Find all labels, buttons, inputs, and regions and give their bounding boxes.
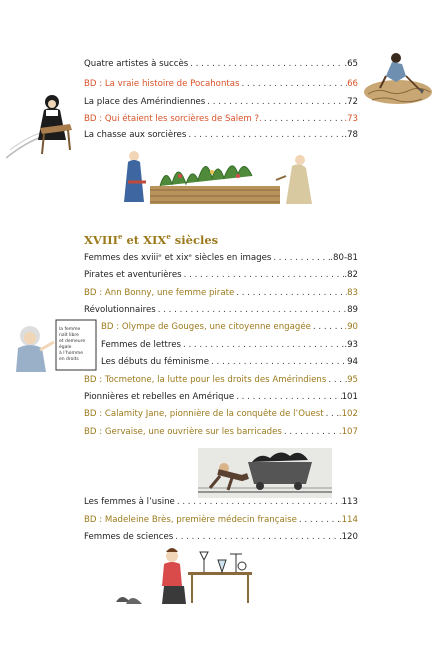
toc-entry-page: 83 [347, 288, 358, 298]
toc-entry-title: Les débuts du féminisme [101, 357, 210, 367]
toc-leader [240, 77, 348, 91]
toc-entry-page: 66 [347, 79, 358, 89]
toc-entry-title: BD : La vraie histoire de Pocahontas [84, 79, 240, 89]
toc-leader [326, 373, 347, 387]
woman-writing-manifesto-illustration [16, 318, 98, 374]
toc-entry-page: .78 [344, 130, 358, 140]
toc-leader [156, 303, 347, 317]
toc-entry[interactable] [84, 286, 358, 300]
toc-entry-title: BD : Tocmetone, la lutte pour les droits des Amérindiens [84, 375, 327, 385]
toc-entry-title: BD : Gervaise, une ouvrière sur les barricades [84, 427, 282, 437]
toc-entry-page: 95 [347, 375, 358, 385]
woman-digging-illustration [362, 50, 434, 106]
toc-entry-title: BD : Calamity Jane, pionnière de la conquête de l’Ouest [84, 409, 324, 419]
toc-entry[interactable] [84, 407, 358, 421]
toc-entry[interactable] [84, 303, 358, 317]
toc-leader [205, 95, 344, 109]
toc-leader [282, 425, 339, 439]
toc-entry-page: 113 [341, 497, 358, 507]
women-in-garden-illustration [120, 146, 318, 210]
toc-entry[interactable] [101, 355, 358, 369]
toc-leader [175, 495, 342, 509]
toc-entry-title: BD : Ann Bonny, une femme pirate [84, 288, 235, 298]
toc-entry-page: .107 [338, 427, 358, 437]
toc-entry-page: 94 [347, 357, 358, 367]
toc-leader [271, 251, 330, 265]
toc-entry-page: .82 [344, 270, 358, 280]
toc-entry[interactable] [84, 95, 358, 109]
toc-entry-page: 120 [341, 532, 358, 542]
toc-leader [173, 530, 341, 544]
toc-entry-title: Révolutionnaires [84, 305, 156, 315]
toc-entry[interactable] [84, 128, 358, 142]
toc-leader [181, 338, 344, 352]
toc-entry[interactable] [84, 57, 358, 71]
toc-entry[interactable] [84, 530, 358, 544]
toc-entry[interactable] [84, 495, 358, 509]
toc-entry-title: La chasse aux sorcières [84, 130, 187, 140]
toc-leader [311, 320, 344, 334]
toc-leader [324, 407, 339, 421]
toc-entry[interactable] [101, 338, 358, 352]
toc-entry-page: .114 [338, 515, 358, 525]
toc-entry-title: BD : Qui étaient les sorcières de Salem ?. [84, 114, 262, 124]
section-title: XVIIIe et XIXe siècles [84, 232, 219, 247]
toc-entry[interactable] [84, 251, 358, 265]
toc-entry[interactable] [84, 390, 358, 404]
toc-entry-title: Les femmes à l’usine [84, 497, 175, 507]
toc-leader [262, 112, 345, 126]
toc-leader [209, 355, 347, 369]
toc-entry-page: .80-81 [330, 253, 358, 263]
toc-entry-page: .90 [344, 322, 358, 332]
toc-leader [297, 513, 339, 527]
toc-entry[interactable] [84, 77, 358, 91]
toc-entry[interactable] [84, 373, 358, 387]
woman-at-lectern-illustration [6, 92, 82, 162]
toc-entry[interactable] [101, 320, 358, 334]
toc-entry-page: .73 [344, 114, 358, 124]
toc-entry-page: .65 [344, 59, 358, 69]
toc-leader [234, 390, 341, 404]
toc-entry-page: 89 [347, 305, 358, 315]
manifesto-text: la femme naît libre et demeure égale à l’homme en droits [59, 327, 86, 362]
toc-entry-title: Femmes des xviiiᵉ et xixᵉ siècles en images [84, 253, 272, 263]
toc-entry-page: .72 [344, 97, 358, 107]
toc-entry-title: BD : Olympe de Gouges, une citoyenne engagée [101, 322, 311, 332]
toc-entry-title: Femmes de lettres [101, 340, 181, 350]
toc-entry-title: Pirates et aventurières [84, 270, 182, 280]
toc-entry[interactable] [84, 268, 358, 282]
toc-leader [186, 128, 344, 142]
toc-entry-title: Pionnières et rebelles en Amérique [84, 392, 235, 402]
toc-entry-page: .102 [338, 409, 358, 419]
toc-entry[interactable] [84, 112, 358, 126]
toc-leader [182, 268, 345, 282]
toc-entry-title: La place des Amérindiennes [84, 97, 206, 107]
toc-entry-title: Femmes de sciences [84, 532, 174, 542]
toc-entry-title: BD : Madeleine Brès, première médecin française [84, 515, 297, 525]
toc-entry-page: .93 [344, 340, 358, 350]
toc-leader [234, 286, 347, 300]
woman-in-laboratory-illustration [112, 544, 266, 610]
toc-entry-page: 101 [341, 392, 358, 402]
woman-pushing-mine-cart-illustration [198, 448, 332, 498]
toc-entry[interactable] [84, 513, 358, 527]
toc-entry[interactable] [84, 425, 358, 439]
toc-entry-title: Quatre artistes à succès [84, 59, 189, 69]
toc-leader [188, 57, 344, 71]
